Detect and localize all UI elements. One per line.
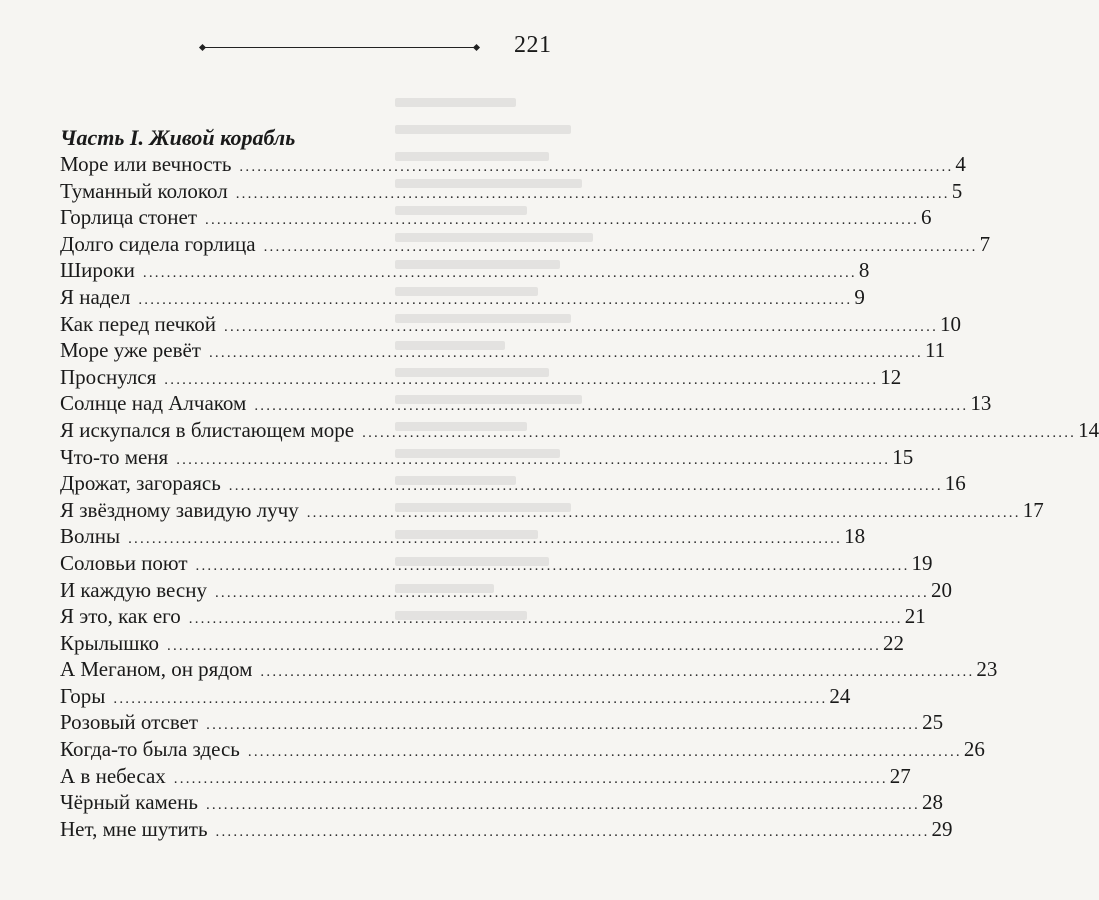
toc-entry-title: Дрожат, загораясь [60, 471, 221, 496]
toc-entry-page: 17 [1022, 497, 1044, 522]
toc-entry-page: 27 [889, 763, 911, 788]
toc-entry-page: 6 [921, 205, 932, 230]
toc-entry-title: Долго сидела горлица [60, 231, 256, 256]
toc-entry-title: Солнце над Алчаком [60, 391, 247, 416]
toc-entry [60, 816, 953, 843]
toc-leader-dots: ........................................................................................................................ [138, 291, 853, 308]
toc-entry-page: 12 [880, 364, 902, 389]
toc-leader-dots: ........................................................................................................................ [224, 318, 939, 335]
toc-entry [60, 417, 1099, 444]
toc-leader-dots: ........................................................................................................................ [205, 797, 920, 814]
toc-entry [60, 257, 870, 284]
toc-entry-title: Я это, как его [60, 604, 181, 629]
toc-entry [60, 603, 926, 630]
toc-entry-page: 22 [883, 630, 905, 655]
toc-entry [60, 683, 851, 710]
toc-entry-page: 21 [904, 604, 926, 629]
toc-entry-page: 7 [979, 231, 991, 256]
toc-leader-dots: ........................................................................................................................ [113, 690, 828, 707]
toc-entry-page: 4 [955, 152, 966, 176]
toc-entry-page: 5 [951, 178, 963, 203]
toc-entry-page: 10 [940, 311, 962, 336]
toc-entry [60, 763, 911, 790]
toc-entry-title: Розовый отсвет [60, 710, 199, 735]
toc-entry-page: 11 [924, 338, 946, 363]
toc-entry-title: Море уже ревёт [60, 338, 201, 363]
toc-entry-title: Нет, мне шутить [60, 816, 208, 841]
toc-entry [60, 178, 963, 205]
toc-entry-page: 9 [854, 284, 865, 309]
toc-entry [60, 470, 966, 497]
toc-entry [60, 709, 944, 736]
toc-entry-title: Море или вечность [60, 152, 232, 176]
toc-entry [60, 390, 992, 417]
toc-entry-title: Я звёздному завидую лучу [60, 497, 299, 522]
toc-entry-page: 20 [930, 577, 952, 602]
toc-entry [60, 656, 998, 683]
toc-entry [60, 444, 914, 471]
toc-entry-title: Крылышко [60, 630, 160, 655]
toc-leader-dots: ........................................................................................................................ [195, 557, 910, 574]
toc-leader-dots: ........................................................................................................................ [215, 823, 930, 840]
toc-entry [60, 789, 943, 816]
toc-leader-dots: ........................................................................................................................ [254, 398, 969, 415]
toc-leader-dots: ........................................................................................................................ [164, 371, 879, 388]
toc-entry-title: Чёрный камень [60, 790, 198, 815]
toc-leader-dots: ........................................................................................................................ [239, 159, 954, 175]
toc-entry-page: 26 [963, 737, 985, 762]
toc-leader-dots: ........................................................................................................................ [247, 744, 962, 761]
toc-entry [60, 630, 905, 657]
toc-entry-title: Туманный колокол [60, 178, 228, 203]
page-number: 221 [514, 32, 552, 58]
toc-leader-dots: ........................................................................................................................ [214, 584, 929, 601]
toc-entry-page: 23 [976, 657, 998, 682]
toc-entry [60, 337, 946, 364]
toc-entry-title: Волны [60, 524, 121, 549]
toc-entry [60, 151, 966, 178]
toc-entry [60, 577, 952, 604]
toc-entry-title: Что-то меня [60, 444, 169, 469]
toc-leader-dots: ........................................................................................................................ [206, 717, 921, 734]
toc-entry-title: Проснулся [60, 364, 157, 389]
toc-entry-title: А в небесах [60, 763, 166, 788]
toc-entry-page: 18 [844, 524, 866, 549]
toc-entry-title: Я искупался в блистающем море [60, 417, 355, 442]
toc-entry-page: 15 [892, 444, 914, 469]
toc-entry-page: 24 [829, 683, 851, 708]
toc-entry [60, 364, 902, 391]
toc-entry-title: И каждую весну [60, 577, 207, 602]
toc-entry [60, 497, 1044, 524]
toc-leader-dots: ........................................................................................................................ [208, 345, 923, 362]
toc-entry-title: Соловьи поют [60, 550, 188, 575]
toc-leader-dots: ........................................................................................................................ [188, 611, 903, 628]
toc-entry-page: 25 [922, 710, 944, 735]
toc-entry-page: 19 [911, 550, 933, 575]
toc-entry-page: 29 [931, 816, 953, 841]
toc-entries [60, 151, 1099, 842]
section-title: Часть I. Живой корабль [60, 125, 296, 150]
toc-entry [60, 204, 932, 231]
header-ornament-rule [203, 47, 476, 48]
toc-entry [60, 311, 962, 338]
toc-entry-title: Как перед печкой [60, 311, 217, 336]
toc-entry-page: 14 [1078, 417, 1099, 442]
toc-entry [60, 523, 866, 550]
toc-leader-dots: ........................................................................................................................ [167, 637, 882, 654]
toc-leader-dots: ........................................................................................................................ [260, 664, 975, 681]
toc-entry-title: Я надел [60, 284, 131, 309]
toc-entry-page: 13 [970, 391, 992, 416]
toc-entry-title: Широки [60, 258, 135, 283]
toc-leader-dots: ........................................................................................................................ [205, 212, 920, 229]
toc-leader-dots: ........................................................................................................................ [176, 451, 891, 468]
toc-entry-title: А Меганом, он рядом [60, 657, 253, 682]
toc-leader-dots: ........................................................................................................................ [228, 478, 943, 495]
toc-entry-title: Когда-то была здесь [60, 737, 240, 762]
toc-leader-dots: ........................................................................................................................ [362, 424, 1077, 441]
toc-entry [60, 736, 985, 763]
toc-entry-title: Горы [60, 683, 106, 708]
toc-entry [60, 550, 933, 577]
table-of-contents [60, 124, 1099, 842]
toc-leader-dots: ........................................................................................................................ [263, 238, 978, 255]
toc-leader-dots: ........................................................................................................................ [306, 504, 1021, 521]
toc-entry-title: Горлица стонет [60, 205, 198, 230]
toc-entry [60, 284, 865, 311]
toc-entry [60, 231, 991, 258]
toc-leader-dots: ........................................................................................................................ [235, 185, 950, 202]
toc-leader-dots: ........................................................................................................................ [128, 531, 843, 548]
toc-leader-dots: ........................................................................................................................ [173, 770, 888, 787]
toc-leader-dots: ........................................................................................................................ [142, 265, 857, 282]
toc-entry-page: 16 [944, 471, 966, 496]
toc-entry-page: 28 [921, 790, 943, 815]
toc-entry-page: 8 [858, 258, 870, 283]
